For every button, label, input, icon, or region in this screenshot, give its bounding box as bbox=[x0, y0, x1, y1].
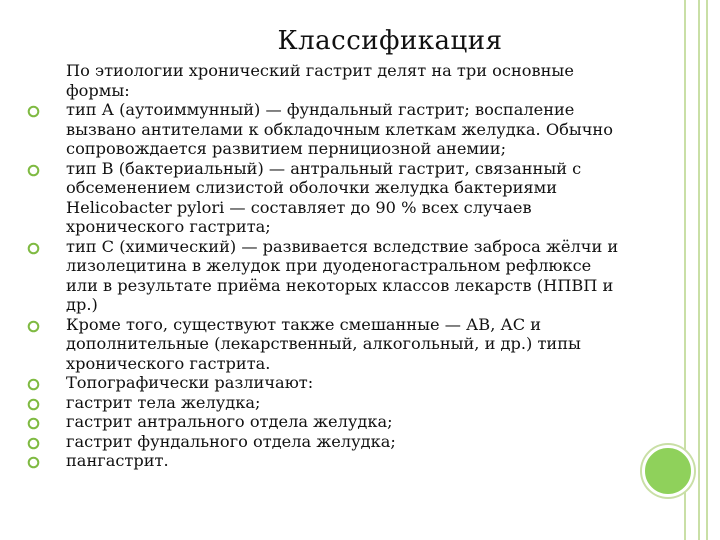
bullet-ring-icon bbox=[27, 240, 40, 253]
bullet-item bbox=[20, 432, 620, 452]
bullet-ring-icon bbox=[27, 415, 40, 428]
bullet-ring-icon bbox=[27, 162, 40, 175]
slide-body bbox=[20, 61, 620, 471]
bullet-ring-icon bbox=[27, 454, 40, 467]
slide-title bbox=[0, 26, 720, 56]
bullet-text: тип В (бактериальный) — антральный гастрит, связанный с обсеменением слизистой оболочки желудка бактериями Helicobacter pylori — составляет до 90 % всех случаев хронического гастрита; bbox=[66, 158, 582, 236]
bullet-item bbox=[20, 315, 620, 374]
bullet-text: гастрит тела желудка; bbox=[66, 392, 261, 412]
bullet-list bbox=[20, 100, 620, 471]
intro-paragraph: По этиологии хронический гастрит делят на три основные формы: bbox=[66, 61, 574, 100]
bullet-ring-icon bbox=[27, 435, 40, 448]
slide-title-text: Классификация bbox=[277, 26, 503, 56]
bullet-ring-icon bbox=[27, 318, 40, 331]
bullet-item bbox=[20, 412, 620, 432]
bullet-ring-icon bbox=[27, 376, 40, 389]
bullet-text: гастрит фундального отдела желудка; bbox=[66, 431, 396, 451]
bullet-text: Топографически различают: bbox=[66, 373, 314, 392]
bullet-item bbox=[20, 237, 620, 315]
bullet-ring-icon bbox=[27, 103, 40, 116]
bullet-item bbox=[20, 451, 620, 471]
bullet-text: пангастрит. bbox=[66, 451, 169, 470]
frame-line bbox=[698, 0, 700, 540]
bullet-item bbox=[20, 100, 620, 159]
frame-line bbox=[706, 0, 708, 540]
bullet-item bbox=[20, 393, 620, 413]
bullet-ring-icon bbox=[27, 396, 40, 409]
bullet-text: тип С (химический) — развивается вследствие заброса жёлчи и лизолецитина в желудок при дуоденогастральном рефлюксе или в результате приёма некоторых классов лекарств (НПВП и др.) bbox=[66, 236, 619, 314]
bullet-text: Кроме того, существуют также смешанные — АВ, АС и дополнительные (лекарственный, алкогольный, и др.) типы хронического гастрита. bbox=[66, 314, 581, 373]
bullet-item bbox=[20, 373, 620, 393]
bullet-text: гастрит антрального отдела желудка; bbox=[66, 412, 393, 431]
bullet-item bbox=[20, 159, 620, 237]
decorative-green-circle bbox=[642, 445, 694, 497]
bullet-text: тип А (аутоиммунный) — фундальный гастрит; воспаление вызвано антителами к обкладочным клеткам желудка. Обычно сопровождается развитием пернициозной анемии; bbox=[66, 100, 613, 158]
